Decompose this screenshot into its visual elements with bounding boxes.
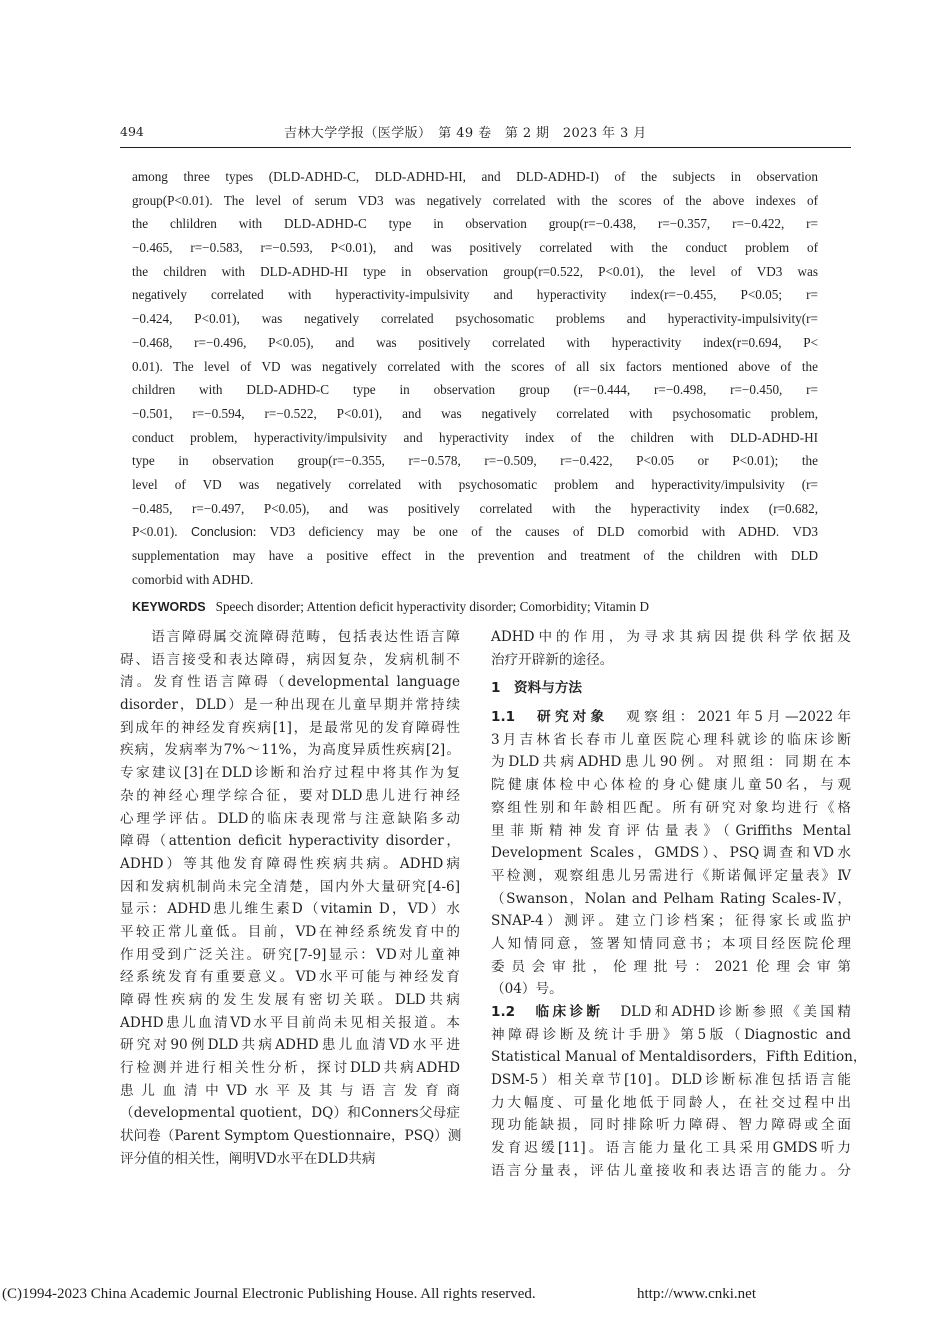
- subsection-2-body: [491, 1024, 867, 1183]
- text-line: group(P<0.01). The level of serum VD3 was negatively correlated with the scores of the above indexes of: [132, 192, 818, 208]
- text-line: 到成年的神经发育疾病[1]，是最常见的发育障碍性: [120, 719, 460, 736]
- text-line: 杂的神经心理学综合征，要对DLD患儿进行神经: [120, 787, 460, 804]
- conclusion-label: Conclusion: [190, 525, 253, 540]
- abstract-lines: [132, 165, 818, 520]
- left-column: [120, 626, 460, 1171]
- text-line: supplementation may have a positive effect in the prevention and treatment of the children with DLD: [132, 548, 818, 563]
- text-line: 人知情同意，签署知情同意书；本项目经医院伦理: [491, 935, 851, 952]
- text-line: negatively correlated with hyperactivity-impulsivity and hyperactivity index(r=−0.455, P<0.05; r=: [132, 287, 818, 303]
- text-line: −0.424, P<0.01), was negatively correlated psychosomatic problems and hyperactivity-impulsivity(r=: [132, 311, 818, 327]
- text-line: 障碍性疾病的发生发展有密切关联。DLD共病: [120, 992, 460, 1008]
- text-line: 清。发育性语言障碍（developmental language: [120, 674, 460, 691]
- text-line: among three types (DLD-ADHD-C, DLD-ADHD-HI, and DLD-ADHD-I) of the subjects in observation: [132, 169, 818, 184]
- text-line: 研究对90例DLD共病ADHD患儿血清VD水平进: [120, 1037, 460, 1054]
- text-line: conduct problem, hyperactivity/impulsivity and hyperactivity index of the children with DLD-ADHD-HI: [132, 429, 818, 445]
- text-line: 专家建议[3]在DLD诊断和治疗过程中将其作为复: [120, 765, 460, 782]
- abstract-block: [132, 165, 818, 620]
- text-line: type in observation group(r=−0.355, r=−0.578, r=−0.509, r=−0.422, P<0.05 or P<0.01); the: [132, 453, 818, 469]
- subsection-1-body: [491, 729, 851, 1001]
- keywords: [132, 595, 818, 620]
- text-line: 发育迟缓[11]。语言能力量化工具采用GMDS听力: [491, 1140, 851, 1157]
- footer-url[interactable]: http://www.cnki.net: [637, 1286, 757, 1302]
- section-heading: 1 资料与方法: [491, 680, 583, 697]
- text-line: 状问卷（Parent Symptom Questionnaire，PSQ）测: [120, 1128, 462, 1145]
- keywords-label: KEYWORDS: [132, 600, 206, 615]
- text-line: 为DLD共病ADHD患儿90例。对照组：同期在本: [491, 754, 851, 771]
- text-line: 神障碍诊断及统计手册》第5版（Diagnostic and: [491, 1026, 851, 1043]
- text-line: −0.465, r=−0.583, r=−0.593, P<0.01), and was positively correlated with the conduct problem of: [132, 240, 818, 256]
- text-line: children with DLD-ADHD-C type in observation group (r=−0.444, r=−0.498, r=−0.450, r=: [132, 382, 818, 398]
- subsection-1-label: 1.1 研究对象: [491, 709, 609, 726]
- text-line: 平检测，观察组患儿另需进行《斯诺佩评定量表》Ⅳ: [491, 867, 851, 884]
- text-line: Statistical Manual of Mentaldisorders，Fifth Edition，: [491, 1049, 867, 1066]
- text-line: ADHD）等其他发育障碍性疾病共病。ADHD病: [120, 855, 460, 872]
- text-line: 治疗开辟新的途径。: [491, 651, 614, 668]
- subsection-2-label: 1.2 临床诊断: [491, 1004, 604, 1020]
- running-header: 吉林大学学报（医学版） 第 49 卷 第 2 期 2023 年 3 月: [284, 126, 647, 141]
- text-line: 平较正常儿童低。目前，VD在神经系统发育中的: [120, 923, 460, 940]
- text-line: disorder，DLD）是一种出现在儿童早期并常持续: [120, 697, 460, 714]
- text-line: 3月吉林省长春市儿童医院心理科就诊的临床诊断: [491, 731, 851, 748]
- abstract-line: P<0.01). Conclusion: VD3 deficiency may be one of the causes of DLD comorbid with ADHD. VD3: [132, 524, 819, 540]
- text-line: 里菲斯精神发育评估量表》（Griffiths Mental: [491, 822, 851, 839]
- text-line: −0.485, r=−0.497, P<0.05), and was positively correlated with the hyperactivity index (r=0.682,: [132, 500, 818, 516]
- subsection-2-first-line: 1.2 临床诊断 DLD和ADHD诊断参照《美国精: [491, 1004, 851, 1020]
- text-line: 经系统发育有重要意义。VD水平可能与神经发育: [120, 969, 460, 986]
- text-line: 现功能缺损，同时排除听力障碍、智力障碍或全面: [491, 1117, 851, 1134]
- text-line: 患儿血清中VD水平及其与语言发育商: [120, 1082, 460, 1099]
- text-line: 语言分量表，评估儿童接收和表达语言的能力。分: [491, 1162, 851, 1179]
- header-rule: [120, 147, 851, 148]
- text-line: 心理学评估。DLD的临床表现常与注意缺陷多动: [120, 810, 460, 827]
- text-line: 作用受到广泛关注。研究[7-9]显示：VD对儿童神: [120, 946, 460, 963]
- conclusion-lines: [132, 544, 818, 591]
- text-line: 碍、语言接受和表达障碍，病因复杂，发病机制不: [120, 651, 460, 668]
- text-line: 察组性别和年龄相匹配。所有研究对象均进行《格: [491, 799, 851, 816]
- text-line: （04）号。: [491, 981, 563, 998]
- text-line: DSM-5）相关章节[10]。DLD诊断标准包括语言能: [491, 1072, 851, 1089]
- text-line: ADHD患儿血清VD水平目前尚未见相关报道。本: [120, 1014, 460, 1031]
- text-line: 因和发病机制尚未完全清楚，国内外大量研究[4-6]: [120, 878, 460, 895]
- text-line: −0.501, r=−0.594, r=−0.522, P<0.01), and was negatively correlated with psychosomatic problem,: [132, 405, 818, 421]
- text-line: 行检测并进行相关性分析，探讨DLD共病ADHD: [120, 1060, 460, 1077]
- text-line: ADHD中的作用，为寻求其病因提供科学依据及: [491, 629, 851, 645]
- text-line: comorbid with ADHD.: [132, 571, 254, 587]
- right-column: [491, 626, 867, 1183]
- text-line: 0.01). The level of VD was negatively correlated with the scores of all six factors mentioned above of the: [132, 358, 818, 374]
- text-line: 委员会审批，伦理批号：2021伦理会审第: [491, 958, 851, 975]
- text-line: 障碍（attention deficit hyperactivity disorder，: [120, 833, 460, 850]
- text-line: −0.468, r=−0.496, P<0.05), and was positively correlated with hyperactivity index(r=0.694, P<: [132, 334, 818, 350]
- text-line: 疾病，发病率为7%～11%，为高度异质性疾病[2]。: [120, 742, 460, 759]
- text-line: 院健康体检中心体检的身心健康儿童50名，与观: [491, 777, 851, 794]
- page-number: 494: [120, 124, 144, 139]
- text-line: SNAP-4）测评。建立门诊档案；征得家长或监护: [491, 913, 851, 930]
- subsection-1-first-line: 1.1 研究对象 观察组：2021年5月—2022年: [491, 709, 851, 726]
- text-line: Development Scales，GMDS）、PSQ调查和VD水: [491, 845, 851, 862]
- text-line: （Swanson，Nolan and Pelham Rating Scales-Ⅳ，: [491, 890, 851, 907]
- copyright-notice: (C)1994-2023 China Academic Journal Electronic Publishing House. All rights reserved.: [2, 1286, 536, 1302]
- text-line: 评分值的相关性，阐明VD水平在DLD共病: [120, 1150, 376, 1167]
- text-line: 语言障碍属交流障碍范畴，包括表达性语言障: [120, 629, 460, 645]
- text-line: 力大幅度、可量化地低于同龄人，在社交过程中出: [491, 1094, 851, 1111]
- text-line: 显示：ADHD患儿维生素D（vitamin D，VD）水: [120, 901, 460, 918]
- text-line: （developmental quotient，DQ）和Conners父母症: [120, 1105, 460, 1122]
- text-line: the children with DLD-ADHD-HI type in observation group(r=0.522, P<0.01), the level of VD3 was: [132, 263, 818, 279]
- text-line: the chlildren with DLD-ADHD-C type in observation group(r=−0.438, r=−0.357, r=−0.422, r=: [132, 216, 818, 232]
- text-line: level of VD was negatively correlated with psychosomatic problem and hyperactivity/impulsivity (r=: [132, 476, 818, 492]
- right-intro: [491, 626, 851, 671]
- keywords-text: Speech disorder; Attention deficit hyperactivity disorder; Comorbidity; Vitamin D: [215, 599, 649, 615]
